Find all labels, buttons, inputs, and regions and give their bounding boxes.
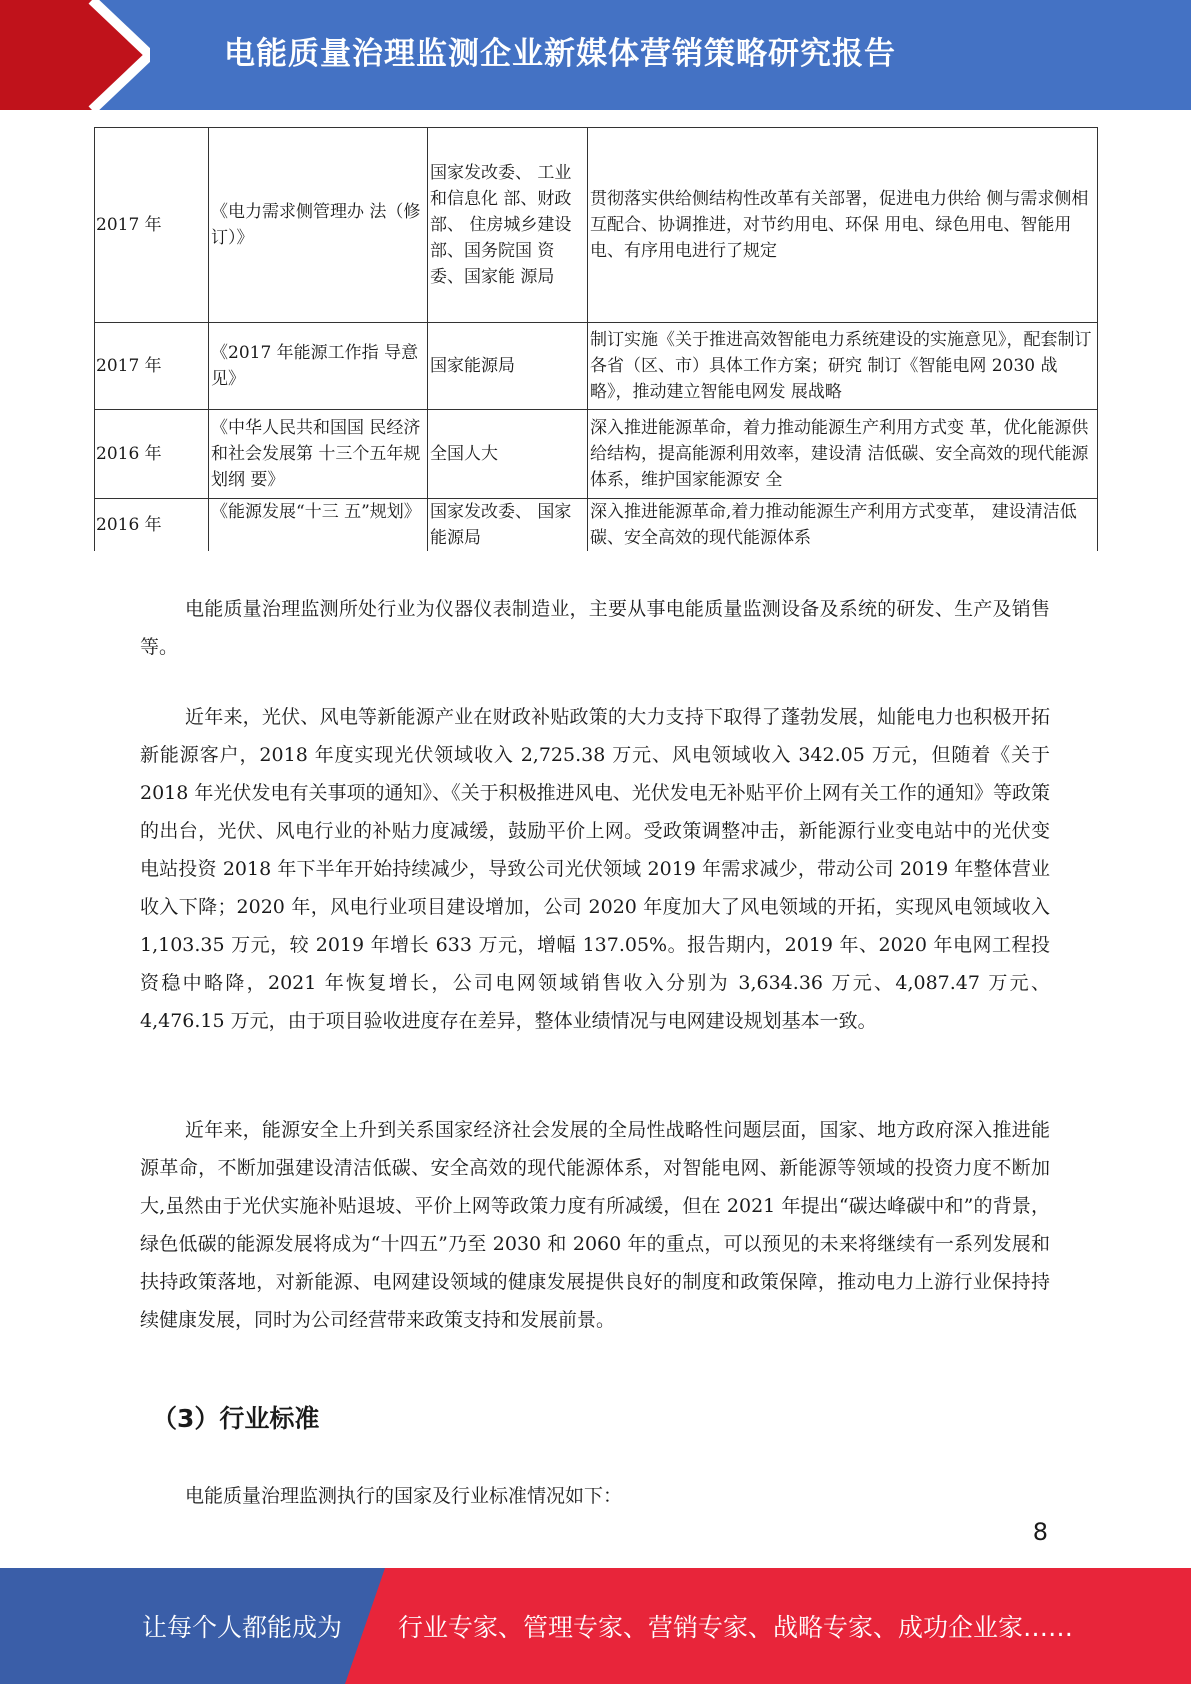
table-row bbox=[95, 128, 1098, 323]
policy-cell: 《中华人民共和国国 民经济和社会发展第 十三个五年规划纲 要》 bbox=[209, 410, 428, 499]
content-cell: 深入推进能源革命,着力推动能源生产利用方式变革， 建设清洁低碳、安全高效的现代能源体系 bbox=[588, 499, 1098, 552]
paragraph-new-energy: 近年来，光伏、风电等新能源产业在财政补贴政策的大力支持下取得了蓬勃发展，灿能电力也积极开拓新能源客户，2018 年度实现光伏领域收入 2,725.38 万元、风电领域收入 342.05 万元，但随着《关于 2018 年光伏发电有关事项的通知》、《关于积极推进风电、光伏发电无补贴平价上网有关工作的通知》等政策的出台，光伏、风电行业的补贴力度减缓，鼓励平价上网。受政策调整冲击，新能源行业变电站中的光伏变电站投资 2018 年下半年开始持续减少，导致公司光伏领域 2019 年需求减少，带动公司 2019 年整体营业收入下降；2020 年，风电行业项目建设增加，公司 2020 年度加大了风电领域的开拓，实现风电领域收入 1,103.35 万元，较 2019 年增长 633 万元，增幅 137.05%。报告期内，2019 年、2020 年电网工程投资稳中略降，2021 年恢复增长，公司电网领域销售收入分别为 3,634.36 万元、4,087.47 万元、4,476.15 万元，由于项目验收进度存在差异，整体业绩情况与电网建设规划基本一致。 bbox=[140, 706, 1050, 1032]
policy-cell: 《电力需求侧管理办 法（修订）》 bbox=[209, 128, 428, 323]
section-heading: （3）行业标准 bbox=[152, 1404, 320, 1433]
policy-cell: 《2017 年能源工作指 导意见》 bbox=[209, 323, 428, 410]
year-cell: 2016 年 bbox=[95, 499, 209, 552]
table-row bbox=[95, 499, 1098, 552]
table-row bbox=[95, 323, 1098, 410]
policy-cell: 《能源发展“十三 五”规划》 bbox=[209, 499, 428, 552]
footer-slogan-left: 让每个人都能成为 bbox=[142, 1613, 343, 1642]
year-cell: 2016 年 bbox=[95, 410, 209, 499]
content-cell: 制订实施《关于推进高效智能电力系统建设的实施意见》，配套制订各省（区、市）具体工作方案；研究 制订《智能电网 2030 战略》，推动建立智能电网发 展战略 bbox=[588, 323, 1098, 410]
page-number: 8 bbox=[1032, 1518, 1048, 1546]
year-cell: 2017 年 bbox=[95, 128, 209, 323]
report-title: 电能质量治理监测企业新媒体营销策略研究报告 bbox=[224, 36, 896, 72]
footer-slogan-right: 行业专家、管理专家、营销专家、战略专家、成功企业家…… bbox=[398, 1613, 1074, 1642]
paragraph-energy-security: 近年来，能源安全上升到关系国家经济社会发展的全局性战略性问题层面，国家、地方政府深入推进能源革命，不断加强建设清洁低碳、安全高效的现代能源体系，对智能电网、新能源等领域的投资力度不断加大,虽然由于光伏实施补贴退坡、平价上网等政策力度有所减缓，但在 2021 年提出“碳达峰碳中和”的背景，绿色低碳的能源发展将成为“十四五”乃至 2030 和 2060 年的重点，可以预见的未来将继续有一系列发展和扶持政策落地，对新能源、电网建设领域的健康发展提供良好的制度和政策保障，推动电力上游行业保持持续健康发展，同时为公司经营带来政策支持和发展前景。 bbox=[140, 1119, 1050, 1331]
page-header bbox=[0, 0, 1191, 110]
paragraph-industry: 电能质量治理监测所处行业为仪器仪表制造业，主要从事电能质量监测设备及系统的研发、生产及销售等。 bbox=[140, 598, 1050, 658]
page-footer bbox=[0, 1568, 1191, 1684]
issuer-cell: 全国人大 bbox=[428, 410, 588, 499]
header-arrow-decoration bbox=[0, 0, 150, 110]
policy-table bbox=[94, 127, 1098, 551]
paragraph-standards-intro: 电能质量治理监测执行的国家及行业标准情况如下： bbox=[185, 1485, 623, 1507]
content-cell: 贯彻落实供给侧结构性改革有关部署，促进电力供给 侧与需求侧相互配合、协调推进，对节约用电、环保 用电、绿色用电、智能用电、有序用电进行了规定 bbox=[588, 128, 1098, 323]
issuer-cell: 国家发改委、 工业和信息化 部、财政部、 住房城乡建设 部、国务院国 资委、国家能 源局 bbox=[428, 128, 588, 323]
table-row bbox=[95, 410, 1098, 499]
issuer-cell: 国家发改委、 国家能源局 bbox=[428, 499, 588, 552]
content-cell: 深入推进能源革命，着力推动能源生产利用方式变 革，优化能源供给结构，提高能源利用效率，建设清 洁低碳、安全高效的现代能源体系，维护国家能源安 全 bbox=[588, 410, 1098, 499]
year-cell: 2017 年 bbox=[95, 323, 209, 410]
issuer-cell: 国家能源局 bbox=[428, 323, 588, 410]
